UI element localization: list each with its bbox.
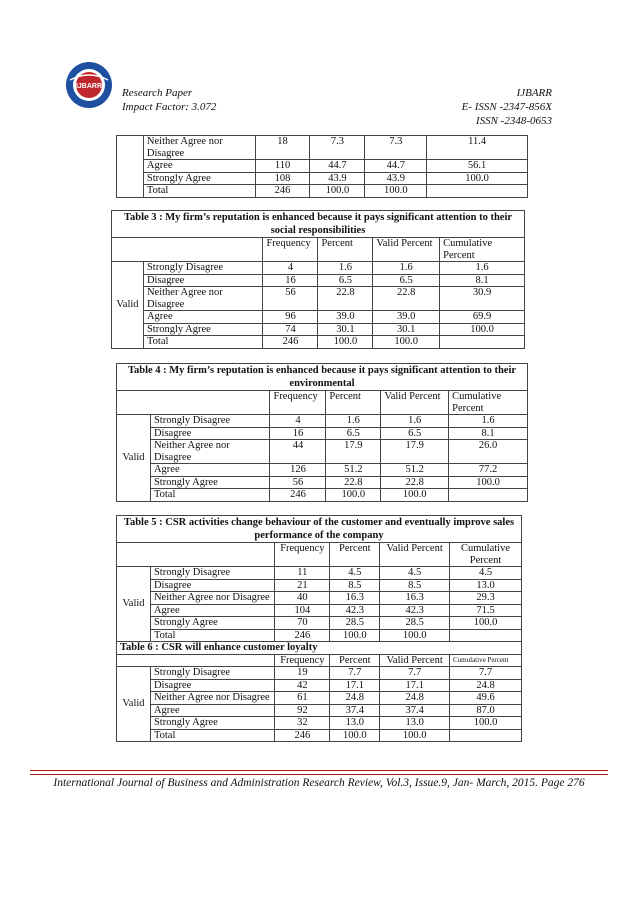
table-row bbox=[112, 274, 525, 287]
cell-valid-percent: 13.0 bbox=[380, 717, 450, 730]
table-2-continued bbox=[116, 135, 528, 198]
cell-percent: 100.0 bbox=[318, 336, 373, 349]
cell-percent: 7.3 bbox=[310, 136, 365, 160]
cell-percent: 1.6 bbox=[318, 262, 373, 275]
cell-frequency: 16 bbox=[270, 427, 326, 440]
row-label: Neither Agree nor Disagree bbox=[150, 440, 270, 464]
cell-valid-percent: 100.0 bbox=[381, 489, 449, 502]
cell-percent: 22.8 bbox=[318, 287, 373, 311]
col-frequency: Frequency bbox=[275, 543, 330, 567]
header-blank bbox=[117, 543, 275, 567]
table-6-title: Table 6 : CSR will enhance customer loyalty bbox=[117, 642, 522, 655]
cell-frequency: 11 bbox=[275, 567, 330, 580]
cell-percent: 37.4 bbox=[330, 704, 380, 717]
table-5-title: Table 5 : CSR activities change behaviour of the customer and eventually improve sales performance of the company bbox=[117, 516, 522, 543]
cell-cumulative-percent: 24.8 bbox=[450, 679, 522, 692]
table-5-6 bbox=[116, 515, 522, 742]
cell-frequency: 110 bbox=[255, 160, 310, 173]
table-row bbox=[117, 440, 528, 464]
cell-cumulative-percent: 26.0 bbox=[449, 440, 528, 464]
table-row bbox=[117, 185, 528, 198]
cell-valid-percent: 1.6 bbox=[373, 262, 440, 275]
valid-label: Valid bbox=[112, 262, 144, 349]
row-label: Total bbox=[150, 489, 270, 502]
cell-frequency: 246 bbox=[255, 185, 310, 198]
valid-label: Valid bbox=[117, 667, 151, 742]
e-issn: E- ISSN -2347-856X bbox=[461, 101, 552, 113]
cell-valid-percent: 17.1 bbox=[380, 679, 450, 692]
row-label: Agree bbox=[143, 160, 255, 173]
valid-label: Valid bbox=[117, 415, 151, 502]
cell-valid-percent: 42.3 bbox=[380, 604, 450, 617]
cell-frequency: 70 bbox=[275, 617, 330, 630]
cell-cumulative-percent: 30.9 bbox=[440, 287, 525, 311]
table-row bbox=[117, 729, 522, 742]
cell-percent: 100.0 bbox=[310, 185, 365, 198]
footer-rule bbox=[30, 770, 608, 771]
cell-percent: 100.0 bbox=[330, 629, 380, 642]
footer-rule-thin bbox=[30, 774, 608, 775]
cell-valid-percent: 22.8 bbox=[381, 476, 449, 489]
cell-frequency: 19 bbox=[275, 667, 330, 680]
row-label: Agree bbox=[150, 604, 274, 617]
cell-percent: 100.0 bbox=[330, 729, 380, 742]
col-frequency: Frequency bbox=[270, 391, 326, 415]
row-label: Disagree bbox=[150, 679, 274, 692]
cell-cumulative-percent: 29.3 bbox=[450, 592, 522, 605]
table-row bbox=[117, 476, 528, 489]
cell-frequency: 74 bbox=[263, 323, 318, 336]
cell-cumulative-percent: 4.5 bbox=[450, 567, 522, 580]
col-percent: Percent bbox=[326, 391, 381, 415]
cell-cumulative-percent: 100.0 bbox=[450, 717, 522, 730]
cell-frequency: 16 bbox=[263, 274, 318, 287]
cell-frequency: 108 bbox=[255, 172, 310, 185]
table-row bbox=[117, 629, 522, 642]
cell-valid-percent: 30.1 bbox=[373, 323, 440, 336]
table-row bbox=[112, 311, 525, 324]
logo-text: IJBARR bbox=[75, 83, 103, 90]
table-row bbox=[117, 692, 522, 705]
cell-cumulative-percent: 7.7 bbox=[450, 667, 522, 680]
cell-percent: 30.1 bbox=[318, 323, 373, 336]
row-label: Agree bbox=[143, 311, 263, 324]
cell-valid-percent: 17.9 bbox=[381, 440, 449, 464]
cell-valid-percent: 39.0 bbox=[373, 311, 440, 324]
col-valid-percent: Valid Percent bbox=[381, 391, 449, 415]
table-row bbox=[117, 427, 528, 440]
row-label: Neither Agree nor Disagree bbox=[143, 136, 255, 160]
row-label: Neither Agree nor Disagree bbox=[150, 592, 274, 605]
table-4 bbox=[116, 363, 528, 502]
cell-percent: 16.3 bbox=[330, 592, 380, 605]
row-label: Strongly Disagree bbox=[150, 667, 274, 680]
cell-frequency: 42 bbox=[275, 679, 330, 692]
cell-cumulative-percent: 100.0 bbox=[449, 476, 528, 489]
table-title: Table 3 : My firm’s reputation is enhanced because it pays significant attention to their social responsibilities bbox=[112, 211, 525, 238]
col-cumulative: Cumulative Percent bbox=[440, 238, 525, 262]
cell-cumulative-percent: 69.9 bbox=[440, 311, 525, 324]
cell-valid-percent: 4.5 bbox=[380, 567, 450, 580]
table-row bbox=[117, 679, 522, 692]
cell-valid-percent: 44.7 bbox=[365, 160, 427, 173]
cell-percent: 100.0 bbox=[326, 489, 381, 502]
table-row bbox=[112, 323, 525, 336]
row-label: Disagree bbox=[150, 579, 274, 592]
table-row bbox=[117, 172, 528, 185]
cell-valid-percent: 7.3 bbox=[365, 136, 427, 160]
row-label: Total bbox=[143, 185, 255, 198]
table-row bbox=[117, 464, 528, 477]
cell-valid-percent: 100.0 bbox=[380, 729, 450, 742]
footer-citation: International Journal of Business and Administration Research Review, Vol.3, Issue.9, Jan- March, 2015. Page 276 bbox=[53, 777, 585, 789]
cell-valid-percent: 6.5 bbox=[373, 274, 440, 287]
cell-frequency: 246 bbox=[275, 729, 330, 742]
cell-percent: 8.5 bbox=[330, 579, 380, 592]
cell-frequency: 246 bbox=[263, 336, 318, 349]
row-label: Disagree bbox=[150, 427, 270, 440]
cell-frequency: 21 bbox=[275, 579, 330, 592]
col-frequency: Frequency bbox=[263, 238, 318, 262]
cell-percent: 24.8 bbox=[330, 692, 380, 705]
cell-valid-percent: 37.4 bbox=[380, 704, 450, 717]
row-label: Strongly Agree bbox=[150, 476, 270, 489]
cell-cumulative-percent: 49.6 bbox=[450, 692, 522, 705]
table-row bbox=[117, 489, 528, 502]
cell-percent: 7.7 bbox=[330, 667, 380, 680]
cell-valid-percent: 100.0 bbox=[373, 336, 440, 349]
cell-frequency: 56 bbox=[263, 287, 318, 311]
impact-factor: Impact Factor: 3.072 bbox=[122, 101, 217, 113]
row-label: Neither Agree nor Disagree bbox=[143, 287, 263, 311]
cell-valid-percent: 100.0 bbox=[380, 629, 450, 642]
cell-cumulative-percent: 8.1 bbox=[440, 274, 525, 287]
journal-logo-icon bbox=[64, 60, 114, 110]
cell-valid-percent: 16.3 bbox=[380, 592, 450, 605]
cell-frequency: 104 bbox=[275, 604, 330, 617]
header-blank bbox=[117, 654, 275, 667]
valid-label: Valid bbox=[117, 567, 151, 642]
cell-cumulative-percent: 100.0 bbox=[440, 323, 525, 336]
table-title: Table 4 : My firm’s reputation is enhanced because it pays significant attention to their environmental bbox=[117, 364, 528, 391]
row-label: Strongly Agree bbox=[150, 717, 274, 730]
cell-frequency: 40 bbox=[275, 592, 330, 605]
table-row bbox=[117, 160, 528, 173]
cell-valid-percent: 6.5 bbox=[381, 427, 449, 440]
table-row bbox=[117, 704, 522, 717]
cell-cumulative-percent: 1.6 bbox=[440, 262, 525, 275]
cell-frequency: 246 bbox=[275, 629, 330, 642]
cell-cumulative-percent: 71.5 bbox=[450, 604, 522, 617]
col-cumulative: Cumulative Percent bbox=[449, 391, 528, 415]
cell-percent: 17.9 bbox=[326, 440, 381, 464]
cell-frequency: 44 bbox=[270, 440, 326, 464]
cell-frequency: 18 bbox=[255, 136, 310, 160]
header-blank bbox=[117, 391, 270, 415]
col-percent: Percent bbox=[330, 654, 380, 667]
row-label: Total bbox=[150, 729, 274, 742]
cell-valid-percent: 22.8 bbox=[373, 287, 440, 311]
cell-cumulative-percent: 11.4 bbox=[427, 136, 528, 160]
cell-cumulative-percent: 1.6 bbox=[449, 415, 528, 428]
col-valid-percent: Valid Percent bbox=[380, 654, 450, 667]
cell-percent: 22.8 bbox=[326, 476, 381, 489]
row-label: Strongly Disagree bbox=[150, 415, 270, 428]
col-frequency: Frequency bbox=[275, 654, 330, 667]
table-row bbox=[117, 136, 528, 160]
row-label: Strongly Disagree bbox=[143, 262, 263, 275]
cell-percent: 6.5 bbox=[318, 274, 373, 287]
cell-cumulative-percent: 56.1 bbox=[427, 160, 528, 173]
cell-cumulative-percent bbox=[449, 489, 528, 502]
cell-percent: 17.1 bbox=[330, 679, 380, 692]
cell-percent: 42.3 bbox=[330, 604, 380, 617]
cell-percent: 39.0 bbox=[318, 311, 373, 324]
table-3 bbox=[111, 210, 525, 349]
cell-percent: 1.6 bbox=[326, 415, 381, 428]
row-label: Total bbox=[143, 336, 263, 349]
cell-cumulative-percent bbox=[427, 185, 528, 198]
table-row bbox=[117, 567, 522, 580]
cell-frequency: 246 bbox=[270, 489, 326, 502]
cell-valid-percent: 7.7 bbox=[380, 667, 450, 680]
row-label: Total bbox=[150, 629, 274, 642]
cell-percent: 13.0 bbox=[330, 717, 380, 730]
cell-cumulative-percent: 87.0 bbox=[450, 704, 522, 717]
cell-percent: 6.5 bbox=[326, 427, 381, 440]
cell-frequency: 32 bbox=[275, 717, 330, 730]
row-label: Strongly Agree bbox=[143, 172, 255, 185]
table-row bbox=[117, 617, 522, 630]
row-label: Agree bbox=[150, 464, 270, 477]
journal-abbr: IJBARR bbox=[516, 87, 552, 99]
table-row bbox=[112, 336, 525, 349]
cell-frequency: 56 bbox=[270, 476, 326, 489]
cell-frequency: 126 bbox=[270, 464, 326, 477]
row-label: Strongly Agree bbox=[143, 323, 263, 336]
table-row bbox=[117, 667, 522, 680]
cell-cumulative-percent: 100.0 bbox=[427, 172, 528, 185]
col-cumulative: Cumulative Percent bbox=[450, 543, 522, 567]
col-percent: Percent bbox=[318, 238, 373, 262]
cell-cumulative-percent: 100.0 bbox=[450, 617, 522, 630]
table-row bbox=[112, 287, 525, 311]
col-cumulative: Cumulative Percent bbox=[450, 654, 522, 667]
header-right bbox=[462, 86, 552, 128]
row-label: Disagree bbox=[143, 274, 263, 287]
col-percent: Percent bbox=[330, 543, 380, 567]
col-valid-percent: Valid Percent bbox=[380, 543, 450, 567]
row-label: Neither Agree nor Disagree bbox=[150, 692, 274, 705]
cell-cumulative-percent bbox=[450, 629, 522, 642]
table-row bbox=[117, 592, 522, 605]
cell-cumulative-percent: 8.1 bbox=[449, 427, 528, 440]
cell-valid-percent: 1.6 bbox=[381, 415, 449, 428]
cell-frequency: 61 bbox=[275, 692, 330, 705]
cell-valid-percent: 100.0 bbox=[365, 185, 427, 198]
cell-frequency: 4 bbox=[263, 262, 318, 275]
table-row bbox=[117, 415, 528, 428]
table-row bbox=[117, 717, 522, 730]
table-row bbox=[117, 604, 522, 617]
cell-cumulative-percent bbox=[440, 336, 525, 349]
cell-percent: 44.7 bbox=[310, 160, 365, 173]
header-blank bbox=[112, 238, 263, 262]
cell-valid-percent: 51.2 bbox=[381, 464, 449, 477]
cell-frequency: 96 bbox=[263, 311, 318, 324]
row-label: Strongly Disagree bbox=[150, 567, 274, 580]
col-valid-percent: Valid Percent bbox=[373, 238, 440, 262]
valid-label bbox=[117, 136, 144, 198]
cell-valid-percent: 43.9 bbox=[365, 172, 427, 185]
row-label: Strongly Agree bbox=[150, 617, 274, 630]
cell-valid-percent: 8.5 bbox=[380, 579, 450, 592]
cell-percent: 4.5 bbox=[330, 567, 380, 580]
cell-frequency: 92 bbox=[275, 704, 330, 717]
cell-percent: 28.5 bbox=[330, 617, 380, 630]
row-label: Agree bbox=[150, 704, 274, 717]
issn: ISSN -2348-0653 bbox=[475, 115, 552, 127]
cell-valid-percent: 28.5 bbox=[380, 617, 450, 630]
table-row bbox=[117, 579, 522, 592]
cell-percent: 43.9 bbox=[310, 172, 365, 185]
header-left bbox=[122, 86, 216, 114]
table-row bbox=[112, 262, 525, 275]
cell-cumulative-percent bbox=[450, 729, 522, 742]
cell-cumulative-percent: 13.0 bbox=[450, 579, 522, 592]
cell-frequency: 4 bbox=[270, 415, 326, 428]
paper-type: Research Paper bbox=[122, 87, 193, 99]
cell-cumulative-percent: 77.2 bbox=[449, 464, 528, 477]
cell-valid-percent: 24.8 bbox=[380, 692, 450, 705]
cell-percent: 51.2 bbox=[326, 464, 381, 477]
